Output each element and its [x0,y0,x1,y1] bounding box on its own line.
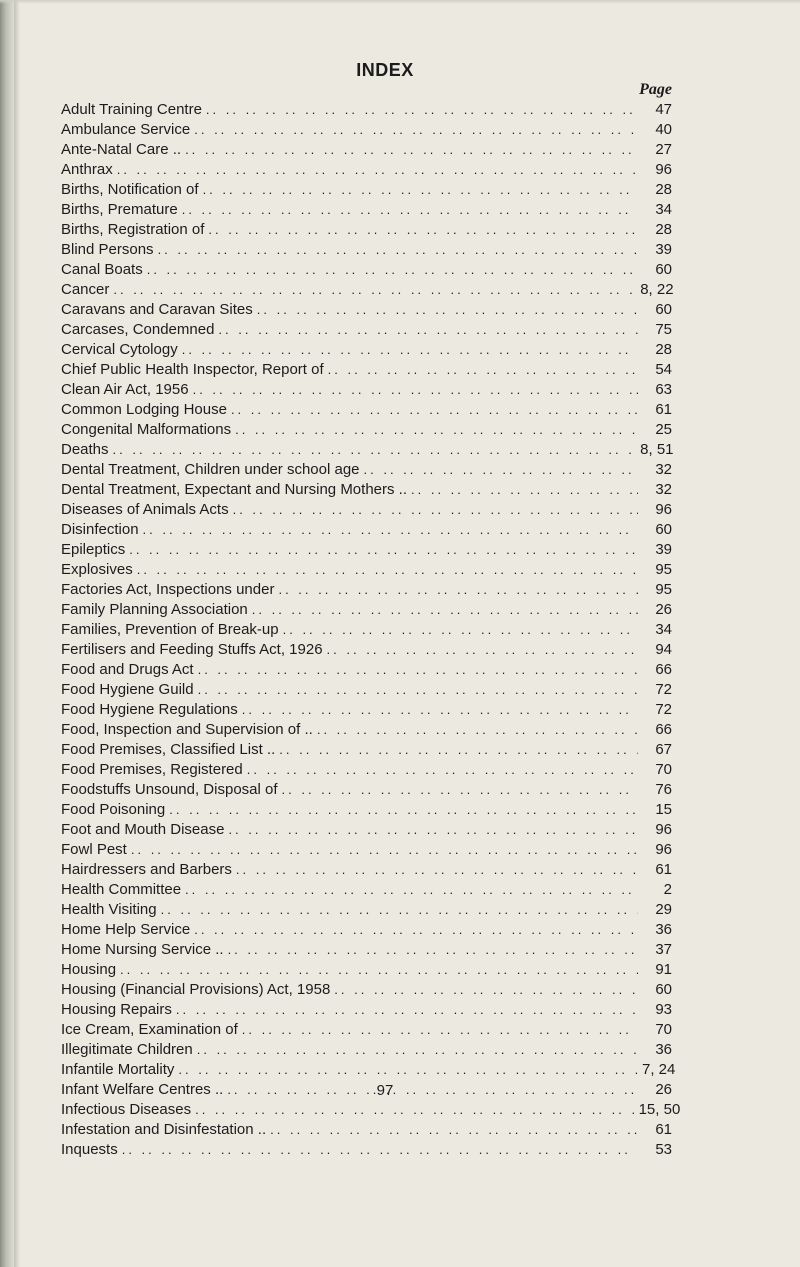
index-entry-label: Epileptics [61,541,126,558]
index-entry-page: 75 [655,321,672,338]
index-entry-page: 39 [655,241,672,258]
dot-leader [185,140,638,160]
index-entry-label: Infantile Mortality [61,1061,175,1078]
index-entry [61,540,672,560]
index-entry [61,320,672,340]
dot-leader [113,280,636,300]
index-entry-label: Food Hygiene Guild [61,681,194,698]
index-entry [61,440,672,460]
index-entry-label: Cancer [61,281,110,298]
index-entry-page: 28 [655,341,672,358]
index-entry-page: 70 [655,761,672,778]
index-entry-page: 8, 22 [640,281,674,298]
dot-leader [206,100,638,120]
index-entry [61,980,672,1000]
dot-leader [278,580,638,600]
index-entry-label: Infant Welfare Centres .. [61,1081,224,1098]
index-entry [61,880,672,900]
index-entry-page: 32 [655,461,672,478]
page-number: 97 [376,1082,394,1099]
index-entry [61,260,672,280]
index-entry [61,560,672,580]
book-gutter-shadow [0,0,14,1267]
index-entry [61,780,672,800]
index-entry-page: 15, 50 [638,1101,681,1118]
index-entry-page: 76 [655,781,672,798]
index-entry-page: 34 [655,621,672,638]
index-entry-page: 66 [655,721,672,738]
index-entry-page: 32 [655,481,672,498]
index-entry [61,100,672,120]
index-entry-label: Ice Cream, Examination of [61,1021,238,1038]
index-entry-label: Canal Boats [61,261,143,278]
index-entry-label: Infestation and Disinfestation .. [61,1121,267,1138]
index-entry-label: Chief Public Health Inspector, Report of [61,361,324,378]
index-entry-page: 96 [655,161,672,178]
index-entry-page: 72 [655,701,672,718]
dot-leader [198,660,638,680]
index-entry [61,960,672,980]
index-entry [61,620,672,640]
dot-leader [120,960,638,980]
index-entry-label: Health Committee [61,881,182,898]
index-entry-page: 61 [655,861,672,878]
dot-leader [194,120,638,140]
index-entry-label: Fowl Pest [61,841,127,858]
index-entry-page: 40 [655,121,672,138]
index-entry-page: 47 [655,101,672,118]
index-entry [61,480,672,500]
dot-leader [231,400,638,420]
index-entry-label: Inquests [61,1141,118,1158]
dot-leader [317,720,638,740]
dot-leader [143,520,638,540]
dot-leader [182,340,638,360]
index-entry-label: Explosives [61,561,133,578]
index-entry-page: 25 [655,421,672,438]
dot-leader [279,740,638,760]
index-entry-label: Foot and Mouth Disease [61,821,225,838]
index-entry-label: Clean Air Act, 1956 [61,381,189,398]
index-entry [61,700,672,720]
index-entry [61,680,672,700]
index-entry-page: 37 [655,941,672,958]
index-entry [61,460,672,480]
index-entry [61,500,672,520]
index-entry-page: 70 [655,1021,672,1038]
dot-leader [282,780,638,800]
index-entry [61,240,672,260]
index-entry-label: Health Visiting [61,901,157,918]
index-entry-label: Home Nursing Service .. [61,941,224,958]
index-entry [61,1060,676,1080]
index-entry [61,860,672,880]
index-entry-page: 66 [655,661,672,678]
dot-leader [117,160,638,180]
index-entry [61,220,672,240]
index-entry-label: Food, Inspection and Supervision of .. [61,721,313,738]
index-entry-label: Dental Treatment, Expectant and Nursing Mothers .. [61,481,408,498]
index-entry [61,380,672,400]
index-entry [61,360,672,380]
index-entry [61,280,672,300]
index-entry [61,920,672,940]
dot-leader [198,680,638,700]
index-entry-page: 28 [655,181,672,198]
dot-leader [228,820,638,840]
index-entry [61,400,672,420]
dot-leader [283,620,638,640]
dot-leader [208,220,638,240]
dot-leader [242,1020,638,1040]
index-entry [61,660,672,680]
index-entry-label: Housing Repairs [61,1001,172,1018]
dot-leader [252,600,638,620]
index-entry-label: Food Hygiene Regulations [61,701,238,718]
index-entry-label: Congenital Malformations [61,421,232,438]
dot-leader [169,800,638,820]
index-entry-page: 63 [655,381,672,398]
index-entry-page: 8, 51 [640,441,674,458]
index-entry [61,1120,672,1140]
index-entry-page: 95 [655,581,672,598]
index-entry-label: Ante-Natal Care .. [61,141,182,158]
index-entry-label: Family Planning Association [61,601,248,618]
dot-leader [185,880,638,900]
index-entry [61,1100,681,1120]
index-entry [61,200,672,220]
dot-leader [193,380,638,400]
gutter-fade [14,0,20,1267]
index-entry-page: 60 [655,261,672,278]
index-entry-label: Fertilisers and Feeding Stuffs Act, 1926 [61,641,323,658]
index-entry [61,740,672,760]
index-entry-page: 60 [655,981,672,998]
index-entry-label: Disinfection [61,521,139,538]
dot-leader [137,560,638,580]
index-entry-page: 94 [655,641,672,658]
index-entry-label: Deaths [61,441,109,458]
index-entry-label: Births, Registration of [61,221,205,238]
index-entry-label: Births, Notification of [61,181,199,198]
dot-leader [247,760,638,780]
index-entry [61,580,672,600]
index-entry-label: Home Help Service [61,921,191,938]
index-entry-page: 2 [663,881,672,898]
index-entry-label: Foodstuffs Unsound, Disposal of [61,781,278,798]
dot-leader [327,640,638,660]
dot-leader [411,480,638,500]
index-entry-label: Factories Act, Inspections under [61,581,275,598]
index-entry-page: 34 [655,201,672,218]
dot-leader [122,1140,638,1160]
index-entry-page: 15 [655,801,672,818]
index-entry-label: Illegitimate Children [61,1041,193,1058]
dot-leader [228,940,638,960]
dot-leader [242,700,638,720]
index-entry [61,420,672,440]
index-entry-page: 26 [655,1081,672,1098]
index-entry-label: Common Lodging House [61,401,227,418]
index-entry-label: Food and Drugs Act [61,661,194,678]
index-entry-list [61,100,681,1160]
index-entry-label: Dental Treatment, Children under school age [61,461,360,478]
dot-leader [195,1100,635,1120]
index-entry-label: Carcases, Condemned [61,321,215,338]
index-entry [61,520,672,540]
index-entry [61,800,672,820]
index-entry [61,600,672,620]
index-entry [61,180,672,200]
index-title: INDEX [356,60,414,80]
index-entry [61,940,672,960]
index-entry [61,760,672,780]
index-entry-page: 54 [655,361,672,378]
index-entry-label: Families, Prevention of Break-up [61,621,279,638]
index-entry-page: 72 [655,681,672,698]
dot-leader [257,300,638,320]
index-entry-page: 96 [655,821,672,838]
index-entry-label: Caravans and Caravan Sites [61,301,253,318]
index-entry-page: 36 [655,1041,672,1058]
index-entry [61,300,672,320]
index-entry [61,820,672,840]
index-entry-page: 61 [655,401,672,418]
index-entry [61,140,672,160]
dot-leader [233,500,638,520]
dot-leader [131,840,638,860]
dot-leader [147,260,638,280]
dot-leader [178,1060,638,1080]
index-entry-label: Diseases of Animals Acts [61,501,229,518]
index-entry-label: Food Poisoning [61,801,166,818]
index-entry-page: 60 [655,301,672,318]
index-entry [61,1040,672,1060]
index-entry-label: Cervical Cytology [61,341,178,358]
dot-leader [194,920,638,940]
dot-leader [161,900,638,920]
index-entry-label: Adult Training Centre [61,101,202,118]
dot-leader [328,360,638,380]
index-entry-page: 29 [655,901,672,918]
index-entry-page: 36 [655,921,672,938]
index-entry-page: 91 [655,961,672,978]
dot-leader [236,860,638,880]
index-entry-label: Ambulance Service [61,121,191,138]
dot-leader [334,980,638,1000]
index-entry-page: 96 [655,841,672,858]
index-entry-page: 7, 24 [642,1061,676,1078]
index-entry [61,1140,672,1160]
page-column-heading: Page [639,81,672,98]
index-entry-label: Births, Premature [61,201,178,218]
dot-leader [270,1120,638,1140]
dot-leader [113,440,637,460]
index-entry [61,340,672,360]
dot-leader [203,180,638,200]
index-entry [61,160,672,180]
index-entry-page: 28 [655,221,672,238]
index-entry-label: Housing (Financial Provisions) Act, 1958 [61,981,331,998]
index-entry-page: 93 [655,1001,672,1018]
index-entry-page: 27 [655,141,672,158]
index-entry [61,1020,672,1040]
index-entry-page: 39 [655,541,672,558]
dot-leader [182,200,638,220]
index-entry-page: 26 [655,601,672,618]
index-entry [61,900,672,920]
index-entry-page: 96 [655,501,672,518]
index-entry-page: 60 [655,521,672,538]
index-entry [61,120,672,140]
dot-leader [364,460,638,480]
index-entry-page: 95 [655,561,672,578]
index-entry-label: Hairdressers and Barbers [61,861,232,878]
dot-leader [158,240,638,260]
dot-leader [129,540,638,560]
index-entry-label: Anthrax [61,161,113,178]
index-entry [61,720,672,740]
index-entry-label: Infectious Diseases [61,1101,192,1118]
dot-leader [197,1040,638,1060]
dot-leader [235,420,638,440]
index-entry-page: 53 [655,1141,672,1158]
index-entry-label: Food Premises, Classified List .. [61,741,276,758]
page-top-edge [0,0,800,4]
index-entry-label: Food Premises, Registered [61,761,243,778]
dot-leader [218,320,638,340]
index-entry [61,840,672,860]
index-entry-page: 67 [655,741,672,758]
index-entry [61,1000,672,1020]
index-entry-page: 61 [655,1121,672,1138]
dot-leader [176,1000,638,1020]
index-entry-label: Blind Persons [61,241,154,258]
index-entry-label: Housing [61,961,117,978]
index-entry [61,640,672,660]
